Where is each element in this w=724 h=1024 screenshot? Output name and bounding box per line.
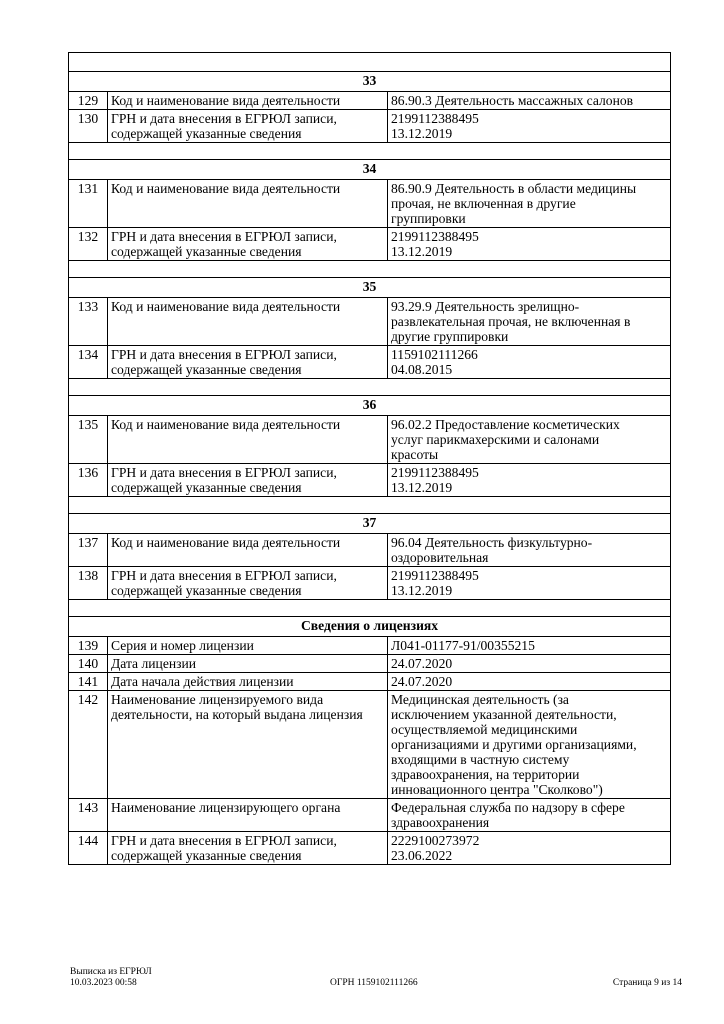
field-value-line: оздоровительная (391, 550, 489, 565)
field-name-cell (108, 298, 388, 346)
spacer-row (69, 261, 671, 278)
field-value-cell (388, 799, 671, 832)
field-value-line: развлекательная прочая, не включенная в (391, 314, 631, 329)
spacer-row (69, 143, 671, 160)
field-value-line: 2199112388495 (391, 229, 479, 244)
field-value-line: 2199112388495 (391, 568, 479, 583)
field-value-line: 24.07.2020 (391, 656, 453, 671)
field-value-line: организациями и другими организациями, (391, 737, 637, 752)
field-name-line: Код и наименование вида деятельности (111, 93, 341, 108)
section-header-row (69, 396, 671, 416)
section-title: 33 (69, 72, 671, 92)
section-title: 34 (69, 160, 671, 180)
spacer-row (69, 53, 671, 72)
field-value-line: 96.04 Деятельность физкультурно- (391, 535, 593, 550)
table-row (69, 691, 671, 799)
field-name-line: содержащей указанные сведения (111, 362, 302, 377)
footer-left (70, 967, 152, 989)
row-number: 133 (69, 298, 108, 346)
field-value-line: 13.12.2019 (391, 244, 453, 259)
field-value-line: 13.12.2019 (391, 480, 453, 495)
field-name-line: Код и наименование вида деятельности (111, 535, 341, 550)
field-name-cell (108, 799, 388, 832)
field-value-line: услуг парикмахерскими и салонами (391, 432, 600, 447)
field-value-cell (388, 228, 671, 261)
section-header-row (69, 514, 671, 534)
field-name-cell (108, 691, 388, 799)
field-value-line: 24.07.2020 (391, 674, 453, 689)
spacer-row (69, 600, 671, 617)
field-name-cell (108, 534, 388, 567)
field-value-line: прочая, не включенная в другие (391, 196, 576, 211)
field-name-line: ГРН и дата внесения в ЕГРЮЛ записи, (111, 833, 337, 848)
table-row (69, 346, 671, 379)
table-row (69, 298, 671, 346)
section-title: 35 (69, 278, 671, 298)
field-value-line: Федеральная служба по надзору в сфере (391, 800, 625, 815)
table-row (69, 416, 671, 464)
field-value-line: 04.08.2015 (391, 362, 453, 377)
field-name-line: содержащей указанные сведения (111, 244, 302, 259)
field-value-line: 93.29.9 Деятельность зрелищно- (391, 299, 580, 314)
field-name-line: Наименование лицензируемого вида (111, 692, 324, 707)
field-value-line: здравоохранения, на территории (391, 767, 580, 782)
field-value-line: осуществляемой медицинскими (391, 722, 578, 737)
field-name-line: ГРН и дата внесения в ЕГРЮЛ записи, (111, 229, 337, 244)
field-name-line: содержащей указанные сведения (111, 583, 302, 598)
field-value-line: 2199112388495 (391, 465, 479, 480)
field-value-line: Медицинская деятельность (за (391, 692, 569, 707)
field-value-line: исключением указанной деятельности, (391, 707, 617, 722)
field-value-line: 23.06.2022 (391, 848, 453, 863)
field-value-line: красоты (391, 447, 439, 462)
table-row (69, 673, 671, 691)
field-name-cell (108, 346, 388, 379)
footer-datetime: 10.03.2023 00:58 (70, 978, 137, 988)
field-value-line: здравоохранения (391, 815, 490, 830)
row-number: 129 (69, 92, 108, 110)
field-value-line: входящими в частную систему (391, 752, 570, 767)
table-row (69, 464, 671, 497)
row-number: 136 (69, 464, 108, 497)
field-value-line: 86.90.9 Деятельность в области медицины (391, 181, 637, 196)
row-number: 144 (69, 832, 108, 865)
row-number: 142 (69, 691, 108, 799)
footer-ogrn: ОГРН 1159102111266 (330, 978, 418, 988)
field-name-line: содержащей указанные сведения (111, 126, 302, 141)
row-number: 131 (69, 180, 108, 228)
field-name-cell (108, 110, 388, 143)
row-number: 134 (69, 346, 108, 379)
egrul-table (68, 52, 671, 865)
section-title: 37 (69, 514, 671, 534)
section-header-row (69, 617, 671, 637)
field-name-cell (108, 637, 388, 655)
field-value-cell (388, 92, 671, 110)
field-value-cell (388, 832, 671, 865)
field-value-line: 2199112388495 (391, 111, 479, 126)
table-row (69, 92, 671, 110)
field-name-line: Код и наименование вида деятельности (111, 417, 341, 432)
field-name-line: содержащей указанные сведения (111, 480, 302, 495)
spacer-row (69, 497, 671, 514)
row-number: 137 (69, 534, 108, 567)
field-name-cell (108, 832, 388, 865)
field-name-line: деятельности, на который выдана лицензия (111, 707, 363, 722)
footer-doc-title: Выписка из ЕГРЮЛ (70, 967, 152, 977)
field-value-line: другие группировки (391, 329, 509, 344)
field-value-cell (388, 691, 671, 799)
field-name-line: Код и наименование вида деятельности (111, 299, 341, 314)
field-name-line: ГРН и дата внесения в ЕГРЮЛ записи, (111, 465, 337, 480)
field-name-line: Наименование лицензирующего органа (111, 800, 341, 815)
row-number: 140 (69, 655, 108, 673)
field-name-cell (108, 673, 388, 691)
row-number: 139 (69, 637, 108, 655)
field-name-cell (108, 180, 388, 228)
field-name-line: Серия и номер лицензии (111, 638, 254, 653)
row-number: 132 (69, 228, 108, 261)
table-row (69, 228, 671, 261)
field-value-cell (388, 655, 671, 673)
field-value-cell (388, 180, 671, 228)
field-value-line: 13.12.2019 (391, 583, 453, 598)
table-row (69, 637, 671, 655)
field-value-line: 1159102111266 (391, 347, 478, 362)
field-value-cell (388, 298, 671, 346)
field-name-cell (108, 228, 388, 261)
field-name-line: Дата лицензии (111, 656, 197, 671)
field-name-line: ГРН и дата внесения в ЕГРЮЛ записи, (111, 347, 337, 362)
section-title: Сведения о лицензиях (69, 617, 671, 637)
table-row (69, 534, 671, 567)
field-value-cell (388, 464, 671, 497)
field-value-cell (388, 534, 671, 567)
field-value-cell (388, 110, 671, 143)
field-name-cell (108, 416, 388, 464)
field-value-cell (388, 346, 671, 379)
field-name-line: ГРН и дата внесения в ЕГРЮЛ записи, (111, 568, 337, 583)
field-name-line: Дата начала действия лицензии (111, 674, 294, 689)
row-number: 130 (69, 110, 108, 143)
table-row (69, 832, 671, 865)
row-number: 135 (69, 416, 108, 464)
field-name-cell (108, 567, 388, 600)
field-value-cell (388, 673, 671, 691)
field-name-cell (108, 464, 388, 497)
field-value-line: 13.12.2019 (391, 126, 453, 141)
section-header-row (69, 72, 671, 92)
table-row (69, 655, 671, 673)
field-name-line: ГРН и дата внесения в ЕГРЮЛ записи, (111, 111, 337, 126)
field-value-line: 96.02.2 Предоставление косметических (391, 417, 620, 432)
field-name-cell (108, 92, 388, 110)
section-header-row (69, 160, 671, 180)
field-value-line: инновационного центра "Сколково") (391, 782, 603, 797)
field-name-cell (108, 655, 388, 673)
field-name-line: Код и наименование вида деятельности (111, 181, 341, 196)
field-value-cell (388, 416, 671, 464)
field-value-line: группировки (391, 211, 466, 226)
field-name-line: содержащей указанные сведения (111, 848, 302, 863)
spacer-row (69, 379, 671, 396)
footer-page-number: Страница 9 из 14 (612, 978, 682, 988)
section-header-row (69, 278, 671, 298)
table-row (69, 567, 671, 600)
row-number: 138 (69, 567, 108, 600)
row-number: 143 (69, 799, 108, 832)
field-value-cell (388, 637, 671, 655)
field-value-line: 2229100273972 (391, 833, 480, 848)
row-number: 141 (69, 673, 108, 691)
table-row (69, 799, 671, 832)
table-row (69, 110, 671, 143)
table-row (69, 180, 671, 228)
field-value-line: Л041-01177-91/00355215 (391, 638, 535, 653)
field-value-line: 86.90.3 Деятельность массажных салонов (391, 93, 634, 108)
section-title: 36 (69, 396, 671, 416)
field-value-cell (388, 567, 671, 600)
